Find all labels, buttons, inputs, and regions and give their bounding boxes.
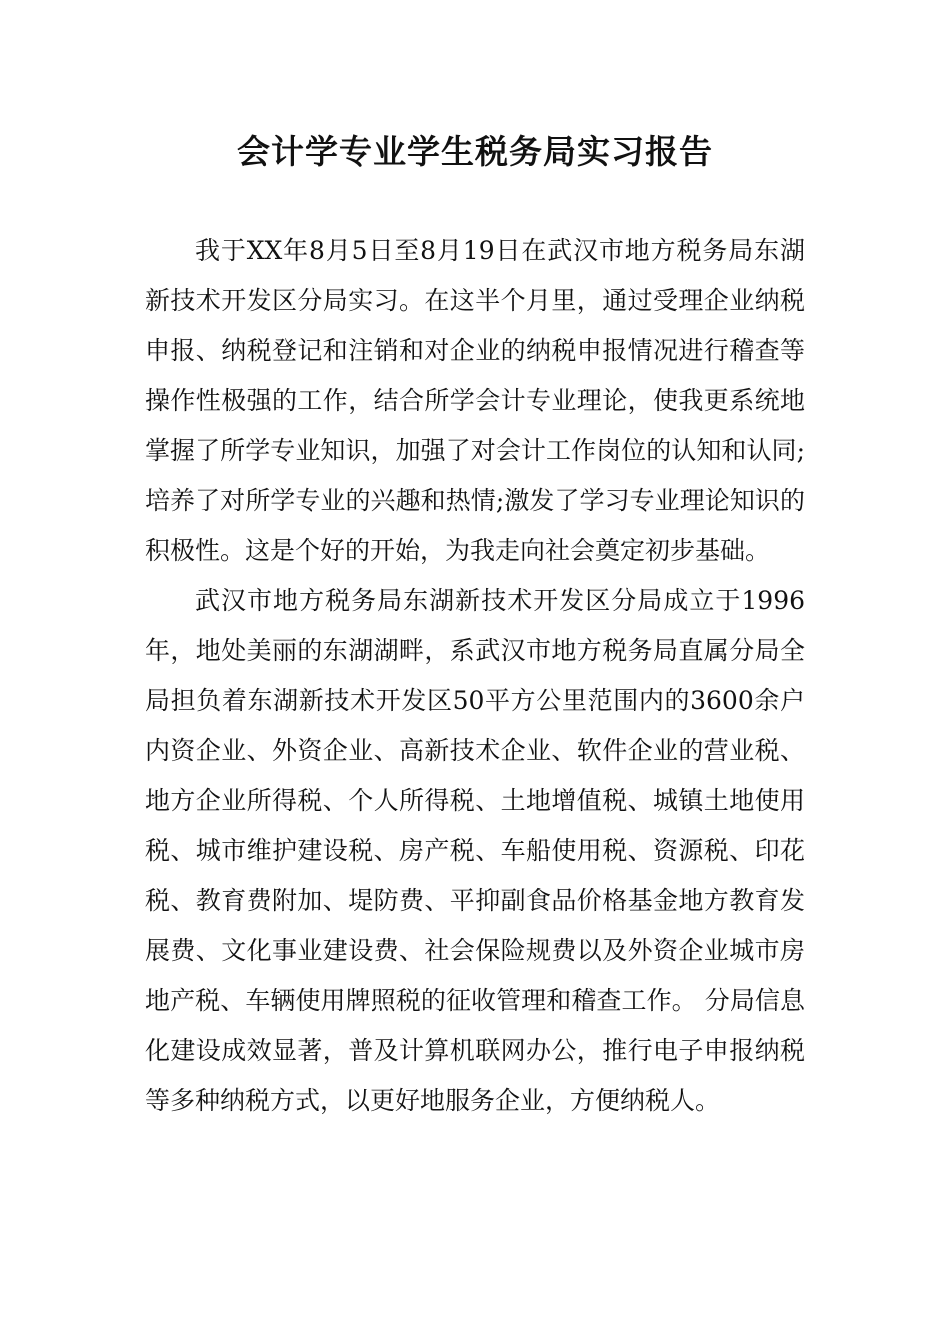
document-title: 会计学专业学生税务局实习报告 [237,132,713,171]
paragraph-internship-intro: 我于XX年8月5日至8月19日在武汉市地方税务局东湖新技术开发区分局实习。在这半个月里，通过受理企业纳税申报、纳税登记和注销和对企业的纳税申报情况进行稽查等操作性极强的工作，结合所学会计专业理论，使我更系统地掌握了所学专业知识，加强了对会计工作岗位的认知和认同;培养了对所学专业的兴趣和热情;激发了学习专业理论知识的积极性。这是个好的开始，为我走向社会奠定初步基础。 [145,236,805,565]
paragraph-branch-description: 武汉市地方税务局东湖新技术开发区分局成立于1996年，地处美丽的东湖湖畔，系武汉市地方税务局直属分局全局担负着东湖新技术开发区50平方公里范围内的3600余户内资企业、外资企业、高新技术企业、软件企业的营业税、地方企业所得税、个人所得税、土地增值税、城镇土地使用税、城市维护建设税、房产税、车船使用税、资源税、印花税、教育费附加、堤防费、平抑副食品价格基金地方教育发展费、文化事业建设费、社会保险规费以及外资企业城市房地产税、车辆使用牌照税的征收管理和稽查工作。 分局信息化建设成效显著，普及计算机联网办公，推行电子申报纳税等多种纳税方式，以更好地服务企业，方便纳税人。 [145,586,805,1115]
document-body [145,226,805,1126]
